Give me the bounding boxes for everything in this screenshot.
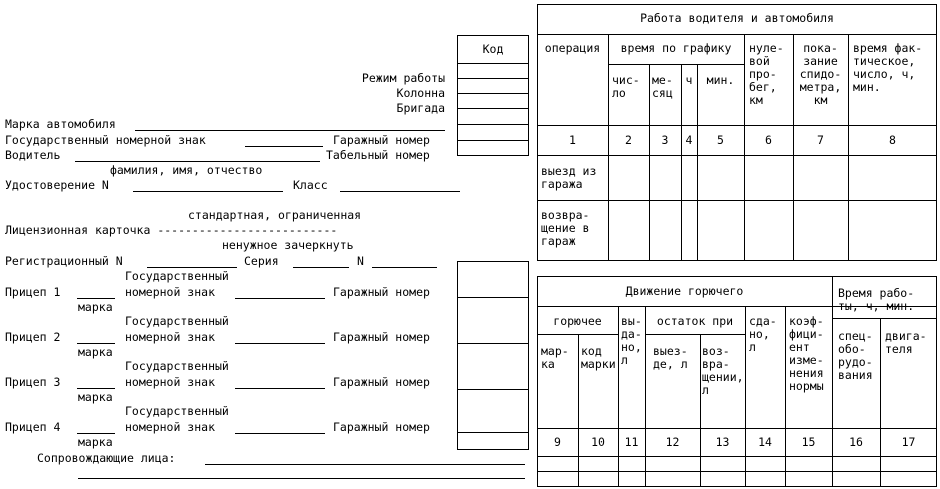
trailer-gos-label: Государственный: [125, 359, 229, 373]
t2-sub-vozvr: воз- вра- щении, л: [702, 344, 744, 397]
trailer-gos-label: номерной знак: [125, 375, 216, 389]
t2-row-line: [537, 456, 937, 457]
soprov-label: Сопровождающие лица:: [37, 451, 176, 465]
trailer-code-box: [457, 261, 529, 450]
t2-col-line: [785, 306, 786, 487]
t2-col-vydano: вы- да- но, л: [621, 314, 642, 367]
trailer-marka-label: марка: [78, 390, 113, 404]
t1-row-vyezd: выезд из гаража: [541, 164, 597, 191]
t1-sub-min: мин.: [706, 73, 735, 87]
t1-col-line: [744, 34, 745, 261]
udostoverenie-field[interactable]: [133, 191, 283, 192]
t2-sub-kod: код марки: [581, 344, 616, 371]
t1-sub-line: [608, 64, 744, 65]
t1-col-pokazanie: пока- зание спидо- метра, км: [799, 41, 842, 107]
trailer-marka-label: марка: [78, 435, 113, 449]
t1-title-line: [537, 34, 937, 35]
n-field[interactable]: [372, 267, 437, 268]
trailer-garazh-label: Гаражный номер: [333, 285, 430, 299]
garazh-nomer-label: Гаражный номер: [333, 133, 430, 147]
t1-col-vremya-fakt: время фак- тическое, число, ч, мин.: [853, 41, 923, 94]
t1-num: 5: [717, 133, 724, 147]
t2-num: 11: [624, 435, 639, 449]
brigada-label: Бригада: [396, 101, 445, 115]
code-box-row-line: [457, 108, 529, 109]
trailer-marka-label: марка: [78, 345, 113, 359]
t2-sub-vyezde: выез- де, л: [653, 344, 688, 371]
t2-title: Движение горючего: [625, 284, 744, 298]
rezhim-label: Режим работы: [361, 71, 445, 85]
t1-sub-chislo: чис- ло: [612, 73, 640, 100]
t2-col-line: [645, 306, 646, 487]
n-label: N: [357, 254, 364, 268]
trailer-gos-field[interactable]: [235, 298, 325, 299]
klass-label: Класс: [293, 178, 328, 192]
seriya-label: Серия: [244, 254, 279, 268]
trailer-garazh-label: Гаражный номер: [333, 420, 430, 434]
t1-col-line: [681, 64, 682, 261]
t2-col-goryuchee: горючее: [553, 314, 602, 328]
t1-num: 8: [889, 133, 896, 147]
t1-num: 4: [685, 133, 693, 147]
t3-num: 16: [849, 435, 863, 449]
t2-num: 12: [665, 435, 680, 449]
t2-sub-marka: мар- ка: [541, 344, 569, 371]
t2-col-line: [745, 306, 746, 487]
t2-header-line: [832, 318, 937, 319]
t2-num-line: [537, 428, 937, 429]
t3-num: 17: [901, 435, 916, 449]
lic-kartochka-label: Лицензионная карточка --------------------------: [5, 223, 338, 237]
t1-col-schedule: время по графику: [620, 41, 732, 55]
t1-num: 6: [765, 133, 772, 147]
trailer-gos-field[interactable]: [235, 343, 325, 344]
trailer-number-field[interactable]: [77, 298, 115, 299]
t1-num-line: [537, 155, 937, 156]
t1-num: 1: [569, 133, 576, 147]
trailer-garazh-label: Гаражный номер: [333, 330, 430, 344]
t2-col-line: [618, 306, 619, 487]
t1-col-line: [608, 34, 609, 261]
voditel-field[interactable]: [75, 161, 320, 162]
gos-znak-label: Государственный номерной знак: [5, 133, 206, 147]
kolonna-label: Колонна: [396, 86, 445, 100]
fio-hint: фамилия, имя, отчество: [110, 163, 263, 177]
t2-col-sdano: сда- но, л: [749, 314, 777, 354]
code-box-row-line: [457, 140, 529, 141]
trailer-marka-label: марка: [78, 300, 113, 314]
trailer-code-box-line: [457, 297, 529, 298]
std-ogr-hint: стандартная, ограниченная: [188, 208, 362, 222]
trailer-label: Прицеп 2: [5, 330, 61, 344]
marka-avto-label: Марка автомобиля: [5, 117, 116, 131]
trailer-gos-label: Государственный: [125, 404, 229, 418]
voditel-label: Водитель: [5, 148, 61, 162]
reg-n-field[interactable]: [147, 267, 237, 268]
t1-col-line: [649, 64, 650, 261]
t1-num: 7: [817, 133, 824, 147]
t1-col-nulevoy: нуле- вой про- бег, км: [749, 41, 784, 107]
t2-col-ostatok: остаток при: [656, 314, 734, 328]
trailer-gos-label: номерной знак: [125, 285, 216, 299]
trailer-gos-label: номерной знак: [125, 330, 216, 344]
code-box-row-line: [457, 93, 529, 94]
trailer-gos-field[interactable]: [235, 388, 325, 389]
t1-title: Работа водителя и автомобиля: [640, 11, 834, 25]
t2-num: 13: [715, 435, 730, 449]
seriya-field[interactable]: [293, 267, 349, 268]
trailer-code-box-line: [457, 432, 529, 433]
t2-col-koef: коэф- фици- ент изме- нения нормы: [789, 314, 824, 393]
gos-znak-field[interactable]: [245, 146, 323, 147]
trailer-label: Прицеп 3: [5, 375, 61, 389]
trailer-code-box-line: [457, 389, 529, 390]
trailer-number-field[interactable]: [77, 343, 115, 344]
t1-header-line: [537, 125, 937, 126]
t1-num: 2: [625, 133, 632, 147]
code-box-row-line: [457, 78, 529, 79]
t2-num: 10: [591, 435, 605, 449]
marka-avto-field[interactable]: [135, 130, 445, 131]
t2-col-line: [578, 334, 579, 487]
t1-col-line: [848, 34, 849, 261]
nenuzhnoe-hint: ненужное зачеркнуть: [222, 238, 354, 252]
t2-num: 14: [758, 435, 772, 449]
soprov-field-2[interactable]: [78, 478, 525, 479]
t3-col-line: [880, 318, 881, 487]
t1-sub-ch: ч: [685, 73, 693, 87]
t2-num: 15: [801, 435, 816, 449]
trailer-garazh-label: Гаражный номер: [333, 375, 430, 389]
klass-field[interactable]: [340, 191, 460, 192]
t1-col-line: [697, 64, 698, 261]
t1-col-operation: операция: [544, 41, 601, 55]
trailer-number-field[interactable]: [77, 433, 115, 434]
t1-sub-mesyac: ме- сяц: [652, 73, 673, 100]
code-box-row-line: [457, 124, 529, 125]
tabel-nomer-label: Табельный номер: [326, 148, 430, 162]
t2-header-line: [645, 334, 745, 335]
code-box-header-line: [457, 63, 529, 64]
trailer-code-box-line: [457, 343, 529, 344]
trailer-gos-field[interactable]: [235, 433, 325, 434]
trailer-gos-label: Государственный: [125, 269, 229, 283]
t1-row-line: [537, 200, 937, 201]
code-box-header: Код: [482, 42, 504, 56]
trailer-label: Прицеп 1: [5, 285, 61, 299]
t2-row-line: [537, 471, 937, 472]
trailer-label: Прицеп 4: [5, 420, 61, 434]
t1-row-vozvr: возвра- щение в гараж: [541, 208, 590, 248]
t3-title: Время рабо- ты, ч, мин.: [838, 286, 915, 313]
reg-n-label: Регистрационный N: [5, 254, 123, 268]
trailer-gos-label: номерной знак: [125, 420, 216, 434]
trailer-number-field[interactable]: [77, 388, 115, 389]
udostoverenie-label: Удостоверение N: [5, 178, 109, 192]
t3-col-spec: спец- обо- рудо- вания: [838, 329, 873, 382]
t3-col-dvig: двига- теля: [885, 329, 927, 356]
t2-num: 9: [554, 435, 561, 449]
soprov-field-1[interactable]: [205, 464, 525, 465]
t1-num: 3: [661, 133, 669, 147]
t2-col-line: [700, 334, 701, 487]
trailer-gos-label: Государственный: [125, 314, 229, 328]
